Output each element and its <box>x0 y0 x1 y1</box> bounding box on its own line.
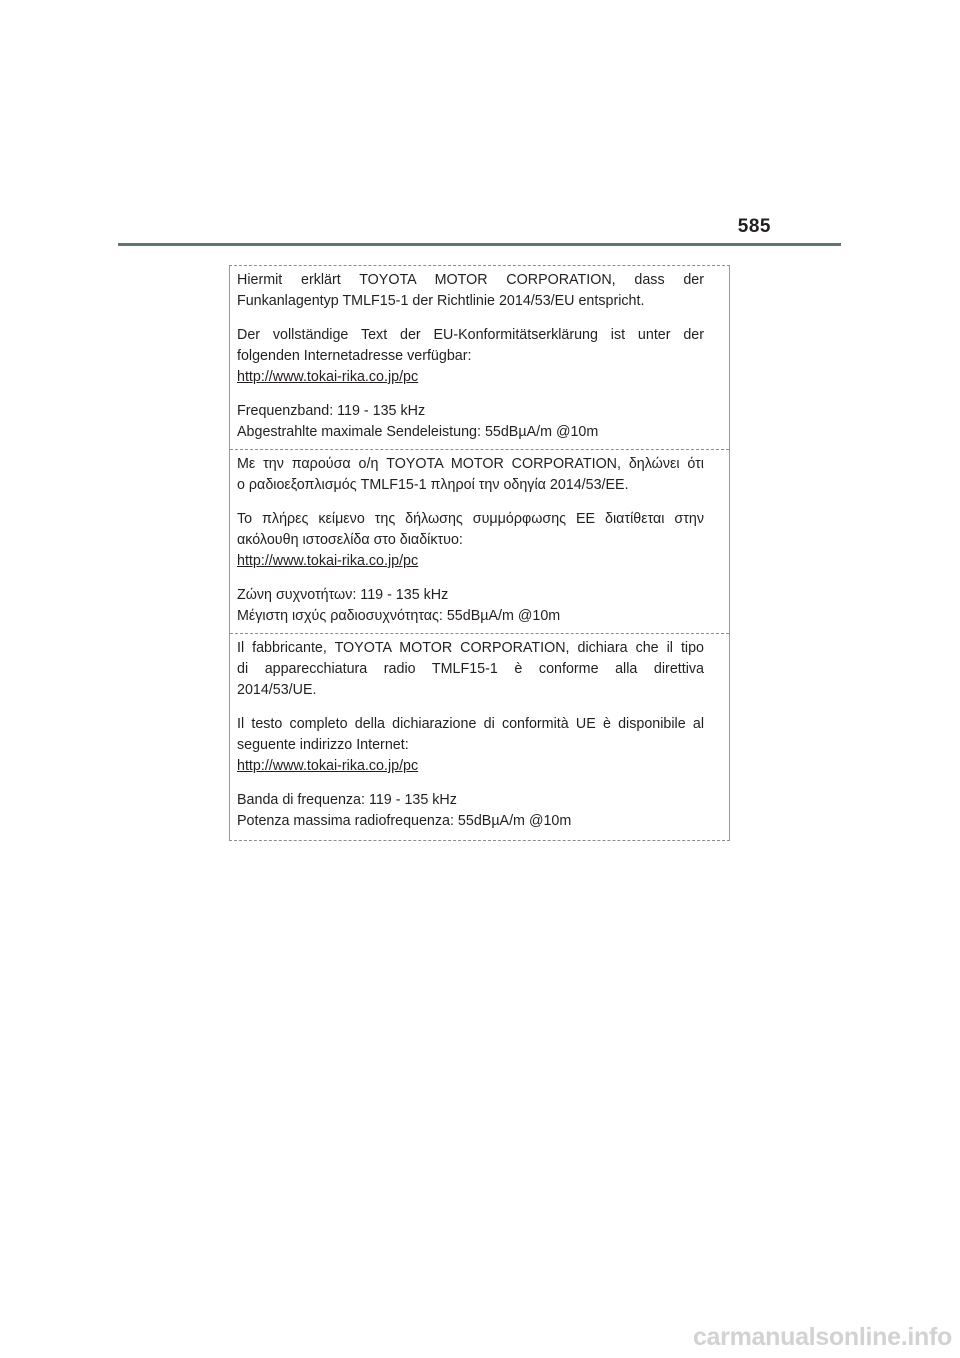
paragraph <box>237 454 704 496</box>
text-line: ακόλουθη ιστοσελίδα στο διαδίκτυο: <box>237 532 463 548</box>
declaration-section-el <box>230 450 729 634</box>
text-line: Il fabbricante, TOYOTA MOTOR CORPORATION, dichiara che il tipo <box>237 640 704 656</box>
text-line: 2014/53/UE. <box>237 682 317 698</box>
declaration-section-it <box>230 634 729 840</box>
page-number: 585 <box>737 216 771 237</box>
declaration-section-de <box>230 266 729 450</box>
paragraph <box>237 401 704 443</box>
url-link[interactable]: http://www.tokai-rika.co.jp/pc <box>237 758 419 774</box>
text-line: Το πλήρες κείμενο της δήλωσης συμμόρφωσης ΕΕ διατίθεται στην <box>237 511 704 527</box>
text-line: Banda di frequenza: 119 - 135 kHz <box>237 792 457 808</box>
url-link[interactable]: http://www.tokai-rika.co.jp/pc <box>237 369 419 385</box>
text-line: folgenden Internetadresse verfügbar: <box>237 348 472 364</box>
paragraph <box>237 270 704 312</box>
text-line: Ζώνη συχνοτήτων: 119 - 135 kHz <box>237 587 449 603</box>
text-line: Μέγιστη ισχύς ραδιοσυχνότητας: 55dBµA/m @10m <box>237 608 561 624</box>
text-line: di apparecchiatura radio TMLF15-1 è conforme alla direttiva <box>237 661 704 677</box>
text-line: Με την παρούσα ο/η TOYOTA MOTOR CORPORATION, δηλώνει ότι <box>237 456 704 472</box>
paragraph <box>237 325 704 388</box>
text-line: Funkanlagentyp TMLF15-1 der Richtlinie 2014/53/EU entspricht. <box>237 293 645 309</box>
text-line: ο ραδιοεξοπλισμός TMLF15-1 πληροί την οδηγία 2014/53/ΕΕ. <box>237 477 629 493</box>
paragraph <box>237 585 704 627</box>
paragraph <box>237 790 704 832</box>
text-line: Frequenzband: 119 - 135 kHz <box>237 403 426 419</box>
url-link[interactable]: http://www.tokai-rika.co.jp/pc <box>237 553 419 569</box>
text-line: seguente indirizzo Internet: <box>237 737 409 753</box>
paragraph <box>237 638 704 701</box>
watermark-text: carmanualsonline.info <box>692 1323 952 1351</box>
paragraph <box>237 509 704 572</box>
header-rule <box>118 243 841 246</box>
text-line: Hiermit erklärt TOYOTA MOTOR CORPORATION, dass der <box>237 272 704 288</box>
text-line: Il testo completo della dichiarazione di conformità UE è disponibile al <box>237 716 704 732</box>
text-line: Der vollständige Text der EU-Konformitätserklärung ist unter der <box>237 327 704 343</box>
paragraph <box>237 714 704 777</box>
text-line: Potenza massima radiofrequenza: 55dBµA/m @10m <box>237 813 572 829</box>
text-line: Abgestrahlte maximale Sendeleistung: 55dBµA/m @10m <box>237 424 599 440</box>
declaration-box <box>229 265 730 841</box>
